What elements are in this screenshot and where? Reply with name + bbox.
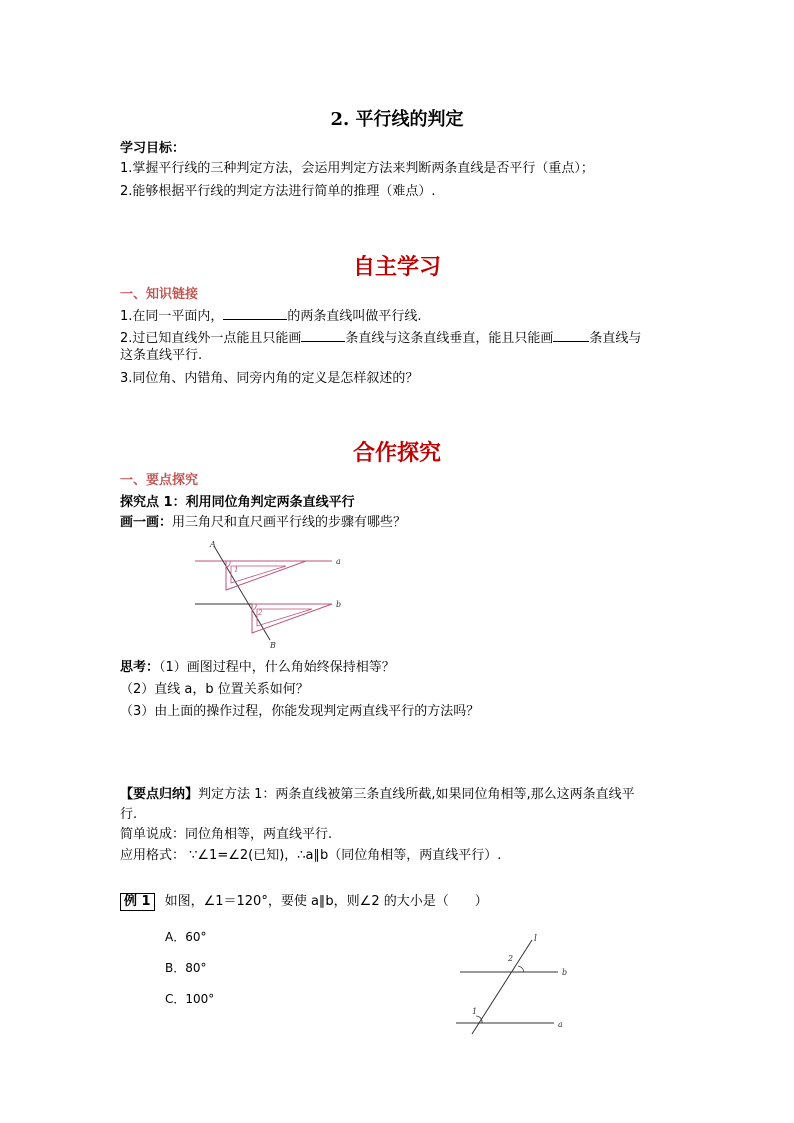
triangle-ruler-1-inner [231,566,286,583]
label-B: B [270,641,276,650]
triangle-ruler-2 [252,604,332,633]
angle-2-arc [253,604,256,610]
page-title: 2. 平行线的判定 [330,109,464,130]
label-b: b [336,600,342,609]
think-item-1: （1）画图过程中，什么角始终保持相等？ [159,660,395,675]
transversal-AB [214,546,270,640]
think-item-3: （3）由上面的操作过程，你能发现判定两直线平行的方法吗？ [120,704,480,719]
think-1 [120,659,395,677]
think-item-2: （2）直线 a，b 位置关系如何？ [120,682,309,697]
label-b: b [562,968,568,977]
triangle-ruler-2-inner [257,609,312,626]
summary-label: 【要点归纳】 [120,787,199,802]
q2-part-b: 条直线与这条直线垂直，能且只能画 [345,331,554,346]
objective-2: 2.能够根据平行线的判定方法进行简单的推理（难点）. [120,184,436,199]
label-a: a [558,1020,563,1029]
q1-blank[interactable] [223,305,287,320]
think-label: 思考： [120,660,160,675]
question-2-cont: 这条直线平行. [120,348,203,363]
option-A[interactable]: A．60° [165,930,207,944]
section-self-study: 自主学习 [352,255,441,280]
draw-text: 用三角尺和直尺画平行线的步骤有哪些？ [172,515,407,530]
summary-text: 判定方法 1：两条直线被第三条直线所截,如果同位角相等,那么这两条直线平 [198,787,635,802]
objectives-heading: 学习目标： [120,141,186,156]
example-figure [452,932,577,1036]
example-1 [120,893,488,911]
label-A: A [210,540,216,549]
knowledge-link-heading: 一、知识链接 [120,287,199,302]
draw-label: 画一画： [120,515,173,530]
q1-part-a: 1.在同一平面内， [120,309,224,324]
example-question: 如图，∠1＝120°，要使 a∥b，则∠2 的大小是（ ） [164,894,488,909]
question-1 [120,305,422,326]
label-1: 1 [472,1007,478,1016]
draw-prompt [120,514,406,532]
label-2: 2 [258,609,263,617]
label-a: a [336,557,341,566]
angle-2-arc [518,966,524,972]
objective-1: 1.掌握平行线的三种判定方法，会运用判定方法来判断两条直线是否平行（重点）； [120,161,594,176]
option-B[interactable]: B．80° [165,961,207,975]
transversal-l [472,940,532,1034]
application-format: 应用格式： ∵∠1=∠2(已知)，∴a∥b（同位角相等，两直线平行）. [120,848,502,863]
q2-part-c: 条直线与 [589,331,642,346]
question-3: 3.同位角、内错角、同旁内角的定义是怎样叙述的？ [120,371,419,386]
example-tag: 例 1 [120,893,155,911]
q1-part-b: 的两条直线叫做平行线. [287,309,422,324]
q2-blank-2[interactable] [553,327,589,342]
simple-statement: 简单说成：同位角相等，两直线平行. [120,827,333,842]
section-coop: 合作探究 [352,441,441,466]
label-2: 2 [508,954,514,963]
q2-blank-1[interactable] [301,327,345,342]
angle-1-arc [476,1016,482,1023]
label-l: l [534,934,537,944]
explore-point-1: 探究点 1：利用同位角判定两条直线平行 [120,495,355,510]
option-C[interactable]: C．100° [165,992,215,1006]
q2-part-a: 2.过已知直线外一点能且只能画 [120,331,302,346]
parallel-drawing-figure [190,538,360,650]
key-points-heading: 一、要点探究 [120,473,199,488]
label-1: 1 [234,566,239,574]
summary-cont: 行. [120,807,138,822]
question-2 [120,327,641,348]
angle-1-arc [227,561,230,567]
summary [120,786,635,804]
